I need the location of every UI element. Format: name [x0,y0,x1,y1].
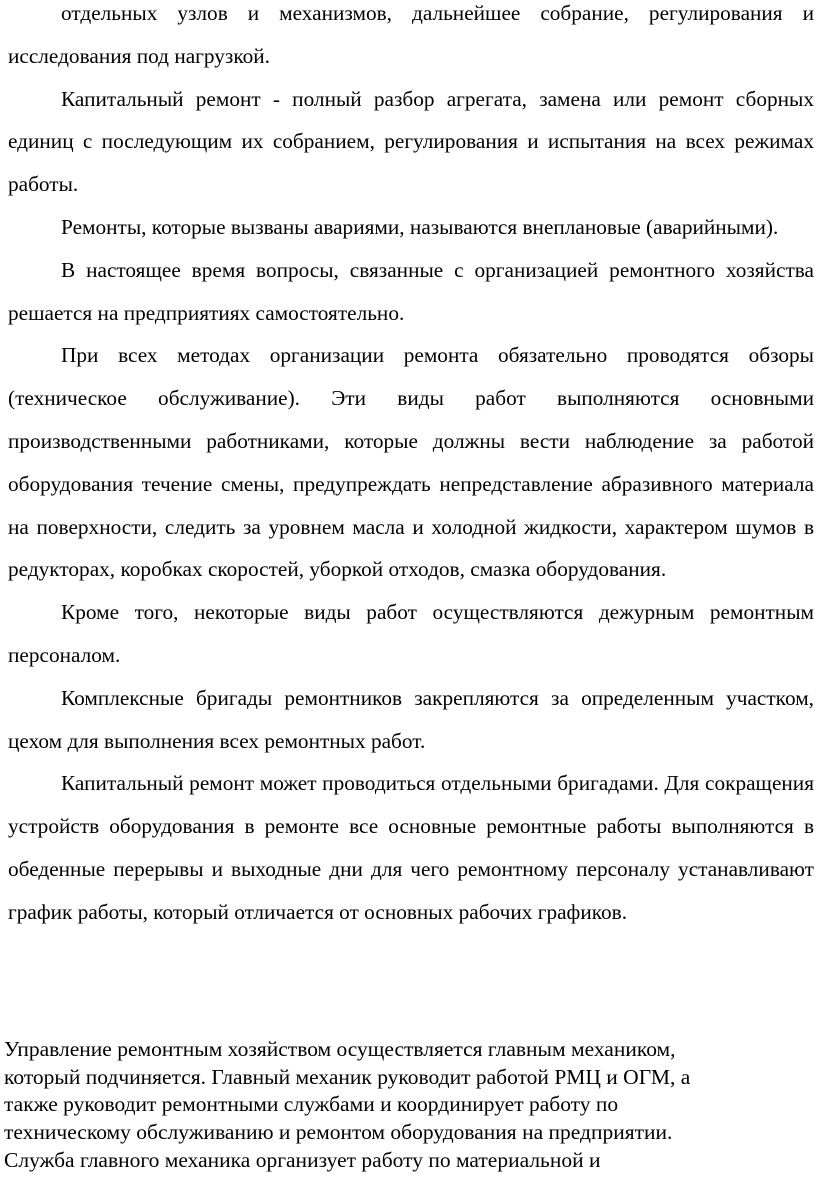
paragraph-maintenance-inspections: При всех методах организации ремонта обязательно проводятся обзоры (техническое обслуживание). Эти виды работ выполняются основными производственными работниками, которые должны вести наблюдение за работой оборудования течение смены, предупреждать непредставление абразивного материала на поверхности, следить за уровнем масла и холодной жидкости, характером шумов в редукторах, коробках скоростей, уборкой отходов, смазка оборудования. [8,343,814,582]
document-body [8,0,814,934]
management-line: Служба главного механика организует работу по материальной и [4,1147,601,1172]
management-line: техническому обслуживанию и ремонтом оборудования на предприятии. [4,1120,673,1145]
paragraph-capital-repair: Капитальный ремонт - полный разбор агрегата, замена или ремонт сборных единиц с последующим их собранием, регулирования и испытания на всех режимах работы. [8,86,814,197]
paragraph-emergency-repairs: Ремонты, которые вызваны авариями, называются внеплановые (аварийными). [61,214,779,239]
management-section [4,1036,804,1175]
paragraph-assembly-continuation: отдельных узлов и механизмов, дальнейшее собрание, регулирования и исследования под нагрузкой. [8,1,814,68]
management-line: Управление ремонтным хозяйством осуществляется главным механиком, [4,1037,676,1061]
paragraph-complex-brigades: Комплексные бригады ремонтников закрепляются за определенным участком, цехом для выполнения всех ремонтных работ. [8,685,814,753]
management-line: также руководит ремонтными службами и координирует работу по [4,1092,619,1117]
paragraph-repair-organization: В настоящее время вопросы, связанные с организацией ремонтного хозяйства решается на предприятиях самостоятельно. [8,257,814,325]
paragraph-capital-repair-brigades: Капитальный ремонт может проводиться отдельными бригадами. Для сокращения устройств оборудования в ремонте все основные ремонтные работы выполняются в обеденные перерывы и выходные дни для чего ремонтному персоналу устанавливают график работы, который отличается от основных рабочих графиков. [8,771,814,924]
management-line: который подчиняется. Главный механик руководит работой РМЦ и ОГМ, а [4,1064,691,1089]
paragraph-duty-personnel: Кроме того, некоторые виды работ осуществляются дежурным ремонтным персоналом. [8,600,814,667]
